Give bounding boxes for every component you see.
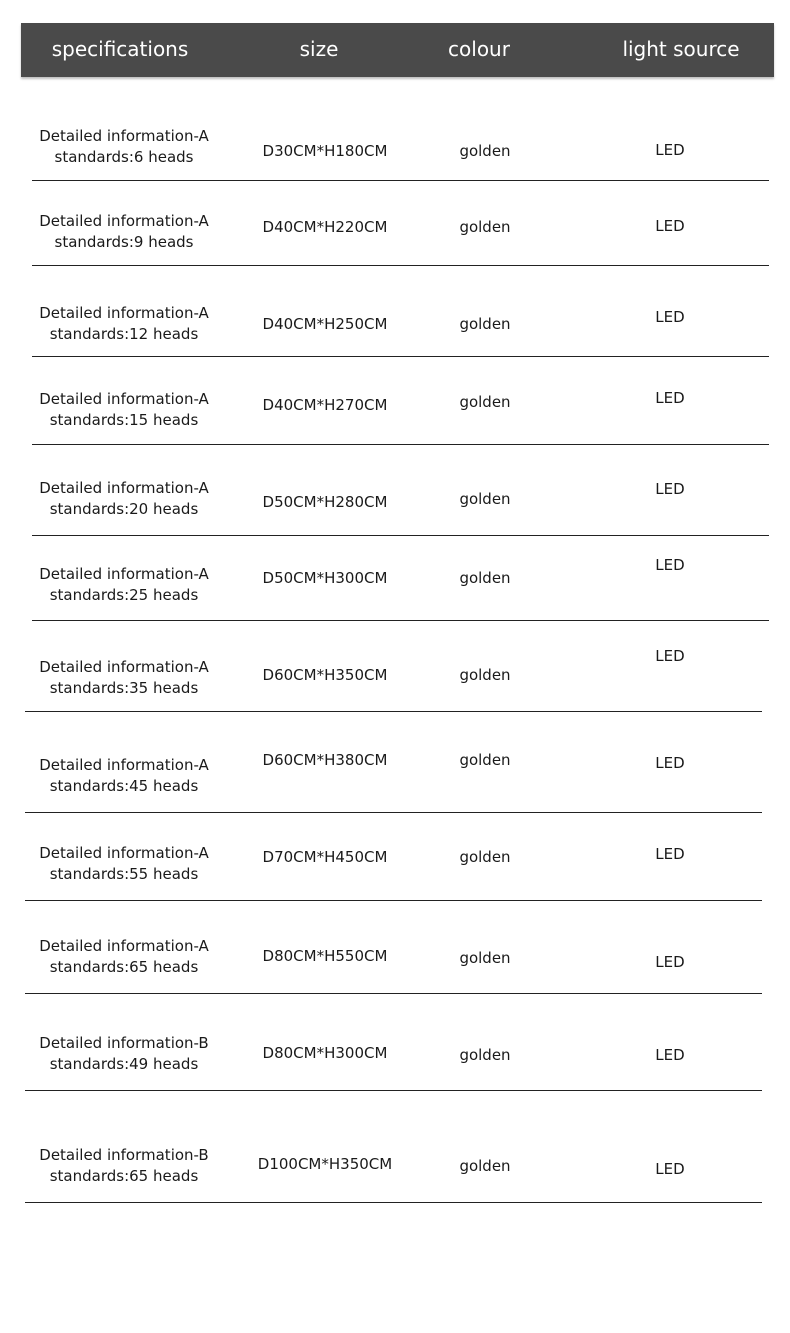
light-source-cell: LED bbox=[655, 647, 685, 665]
light-source-cell: LED bbox=[655, 480, 685, 498]
colour-cell: golden bbox=[459, 218, 511, 236]
colour-cell: golden bbox=[459, 949, 511, 967]
spec-heads-text: standards:15 heads bbox=[49, 411, 199, 429]
colour-cell: golden bbox=[459, 848, 511, 866]
spec-heads-text: standards:6 heads bbox=[54, 148, 194, 166]
row-divider bbox=[25, 993, 762, 994]
row-divider bbox=[32, 180, 769, 181]
size-cell: D70CM*H450CM bbox=[262, 848, 388, 866]
colour-cell: golden bbox=[459, 751, 511, 769]
spec-heads-text: standards:49 heads bbox=[49, 1055, 199, 1073]
spec-model-text: Detailed information-A bbox=[39, 304, 209, 322]
size-cell: D100CM*H350CM bbox=[257, 1155, 393, 1173]
table-header bbox=[21, 23, 774, 77]
header-size: size bbox=[299, 37, 339, 61]
colour-cell: golden bbox=[459, 393, 511, 411]
row-divider bbox=[25, 900, 762, 901]
size-cell: D30CM*H180CM bbox=[262, 142, 388, 160]
spec-model-text: Detailed information-A bbox=[39, 479, 209, 497]
spec-cell bbox=[24, 843, 224, 885]
spec-cell bbox=[24, 303, 224, 345]
spec-model-text: Detailed information-A bbox=[39, 658, 209, 676]
size-cell: D80CM*H550CM bbox=[262, 947, 388, 965]
size-cell: D60CM*H350CM bbox=[262, 666, 388, 684]
light-source-cell: LED bbox=[655, 308, 685, 326]
light-source-cell: LED bbox=[655, 217, 685, 235]
spec-heads-text: standards:12 heads bbox=[49, 325, 199, 343]
colour-cell: golden bbox=[459, 569, 511, 587]
spec-model-text: Detailed information-A bbox=[39, 937, 209, 955]
spec-heads-text: standards:45 heads bbox=[49, 777, 199, 795]
spec-model-text: Detailed information-A bbox=[39, 390, 209, 408]
spec-heads-text: standards:55 heads bbox=[49, 865, 199, 883]
size-cell: D40CM*H220CM bbox=[262, 218, 388, 236]
spec-cell bbox=[24, 478, 224, 520]
row-divider bbox=[25, 711, 762, 712]
size-cell: D60CM*H380CM bbox=[262, 751, 388, 769]
spec-cell bbox=[24, 657, 224, 699]
colour-cell: golden bbox=[459, 142, 511, 160]
spec-heads-text: standards:9 heads bbox=[54, 233, 194, 251]
spec-model-text: Detailed information-B bbox=[39, 1146, 209, 1164]
spec-cell bbox=[24, 1033, 224, 1075]
spec-heads-text: standards:65 heads bbox=[49, 1167, 199, 1185]
light-source-cell: LED bbox=[655, 556, 685, 574]
row-divider bbox=[32, 620, 769, 621]
spec-cell bbox=[24, 936, 224, 978]
light-source-cell: LED bbox=[655, 754, 685, 772]
spec-cell bbox=[24, 211, 224, 253]
spec-heads-text: standards:35 heads bbox=[49, 679, 199, 697]
light-source-cell: LED bbox=[655, 1046, 685, 1064]
spec-model-text: Detailed information-A bbox=[39, 212, 209, 230]
spec-cell bbox=[24, 1145, 224, 1187]
light-source-cell: LED bbox=[655, 845, 685, 863]
spec-heads-text: standards:25 heads bbox=[49, 586, 199, 604]
light-source-cell: LED bbox=[655, 1160, 685, 1178]
header-colour: colour bbox=[448, 37, 510, 61]
size-cell: D40CM*H270CM bbox=[262, 396, 388, 414]
spec-cell bbox=[24, 389, 224, 431]
spec-cell bbox=[24, 755, 224, 797]
spec-model-text: Detailed information-A bbox=[39, 565, 209, 583]
row-divider bbox=[32, 535, 769, 536]
colour-cell: golden bbox=[459, 315, 511, 333]
row-divider bbox=[32, 356, 769, 357]
light-source-cell: LED bbox=[655, 141, 685, 159]
spec-heads-text: standards:20 heads bbox=[49, 500, 199, 518]
row-divider bbox=[25, 812, 762, 813]
row-divider bbox=[32, 265, 769, 266]
size-cell: D50CM*H280CM bbox=[262, 493, 388, 511]
colour-cell: golden bbox=[459, 1157, 511, 1175]
header-light-source: light source bbox=[622, 37, 740, 61]
spec-heads-text: standards:65 heads bbox=[49, 958, 199, 976]
header-specifications: specifications bbox=[51, 37, 189, 61]
size-cell: D80CM*H300CM bbox=[262, 1044, 388, 1062]
colour-cell: golden bbox=[459, 1046, 511, 1064]
row-divider bbox=[25, 1202, 762, 1203]
spec-model-text: Detailed information-A bbox=[39, 756, 209, 774]
light-source-cell: LED bbox=[655, 953, 685, 971]
size-cell: D40CM*H250CM bbox=[262, 315, 388, 333]
spec-cell bbox=[24, 126, 224, 168]
colour-cell: golden bbox=[459, 666, 511, 684]
spec-model-text: Detailed information-A bbox=[39, 127, 209, 145]
size-cell: D50CM*H300CM bbox=[262, 569, 388, 587]
spec-model-text: Detailed information-B bbox=[39, 1034, 209, 1052]
light-source-cell: LED bbox=[655, 389, 685, 407]
spec-model-text: Detailed information-A bbox=[39, 844, 209, 862]
row-divider bbox=[32, 444, 769, 445]
row-divider bbox=[25, 1090, 762, 1091]
colour-cell: golden bbox=[459, 490, 511, 508]
spec-cell bbox=[24, 564, 224, 606]
